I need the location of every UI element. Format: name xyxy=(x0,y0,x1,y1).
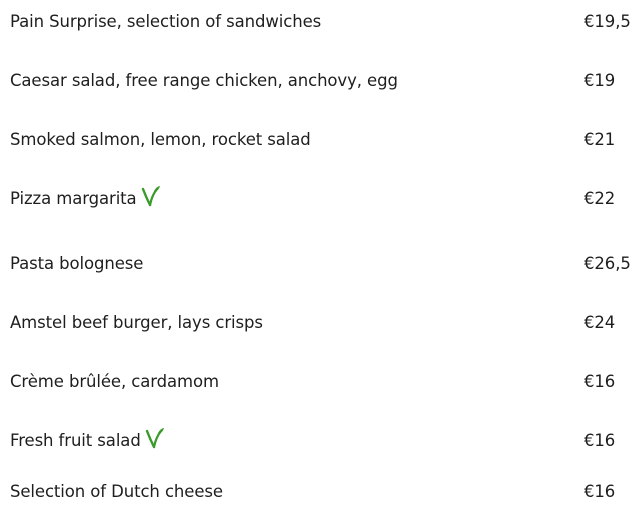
menu-item-name: Pain Surprise, selection of sandwiches xyxy=(10,12,322,31)
menu-item xyxy=(10,427,632,455)
leaf-v-icon xyxy=(141,185,161,207)
menu-item-name: Pasta bolognese xyxy=(10,254,144,273)
menu-item-name: Amstel beef burger, lays crisps xyxy=(10,313,263,332)
menu-item-price: €26,5 xyxy=(584,254,631,273)
menu-item-price: €21 xyxy=(584,130,616,149)
menu-item-name: Selection of Dutch cheese xyxy=(10,482,223,501)
menu-item xyxy=(10,250,632,278)
menu-item xyxy=(10,309,632,337)
menu-item-price: €24 xyxy=(584,313,616,332)
menu-item-price: €19,5 xyxy=(584,12,631,31)
menu-item-price: €22 xyxy=(584,189,616,208)
menu-item-name-text: Fresh fruit salad xyxy=(10,431,141,450)
menu-item xyxy=(10,67,632,95)
menu-item-price: €16 xyxy=(584,372,616,391)
leaf-v-icon xyxy=(145,427,165,449)
menu-item-name: Smoked salmon, lemon, rocket salad xyxy=(10,130,311,149)
menu-item-price: €16 xyxy=(584,431,616,450)
menu-item-name: Caesar salad, free range chicken, anchovy, egg xyxy=(10,71,398,90)
menu-item xyxy=(10,8,632,36)
menu-item-price: €16 xyxy=(584,482,616,501)
menu-item xyxy=(10,185,632,213)
menu-item-name xyxy=(10,185,161,213)
menu-item xyxy=(10,368,632,396)
menu-item xyxy=(10,478,632,506)
menu-item-price: €19 xyxy=(584,71,616,90)
menu-item-name xyxy=(10,427,165,455)
menu-item-name: Crème brûlée, cardamom xyxy=(10,372,219,391)
menu-item-name-text: Pizza margarita xyxy=(10,189,137,208)
menu-item xyxy=(10,126,632,154)
